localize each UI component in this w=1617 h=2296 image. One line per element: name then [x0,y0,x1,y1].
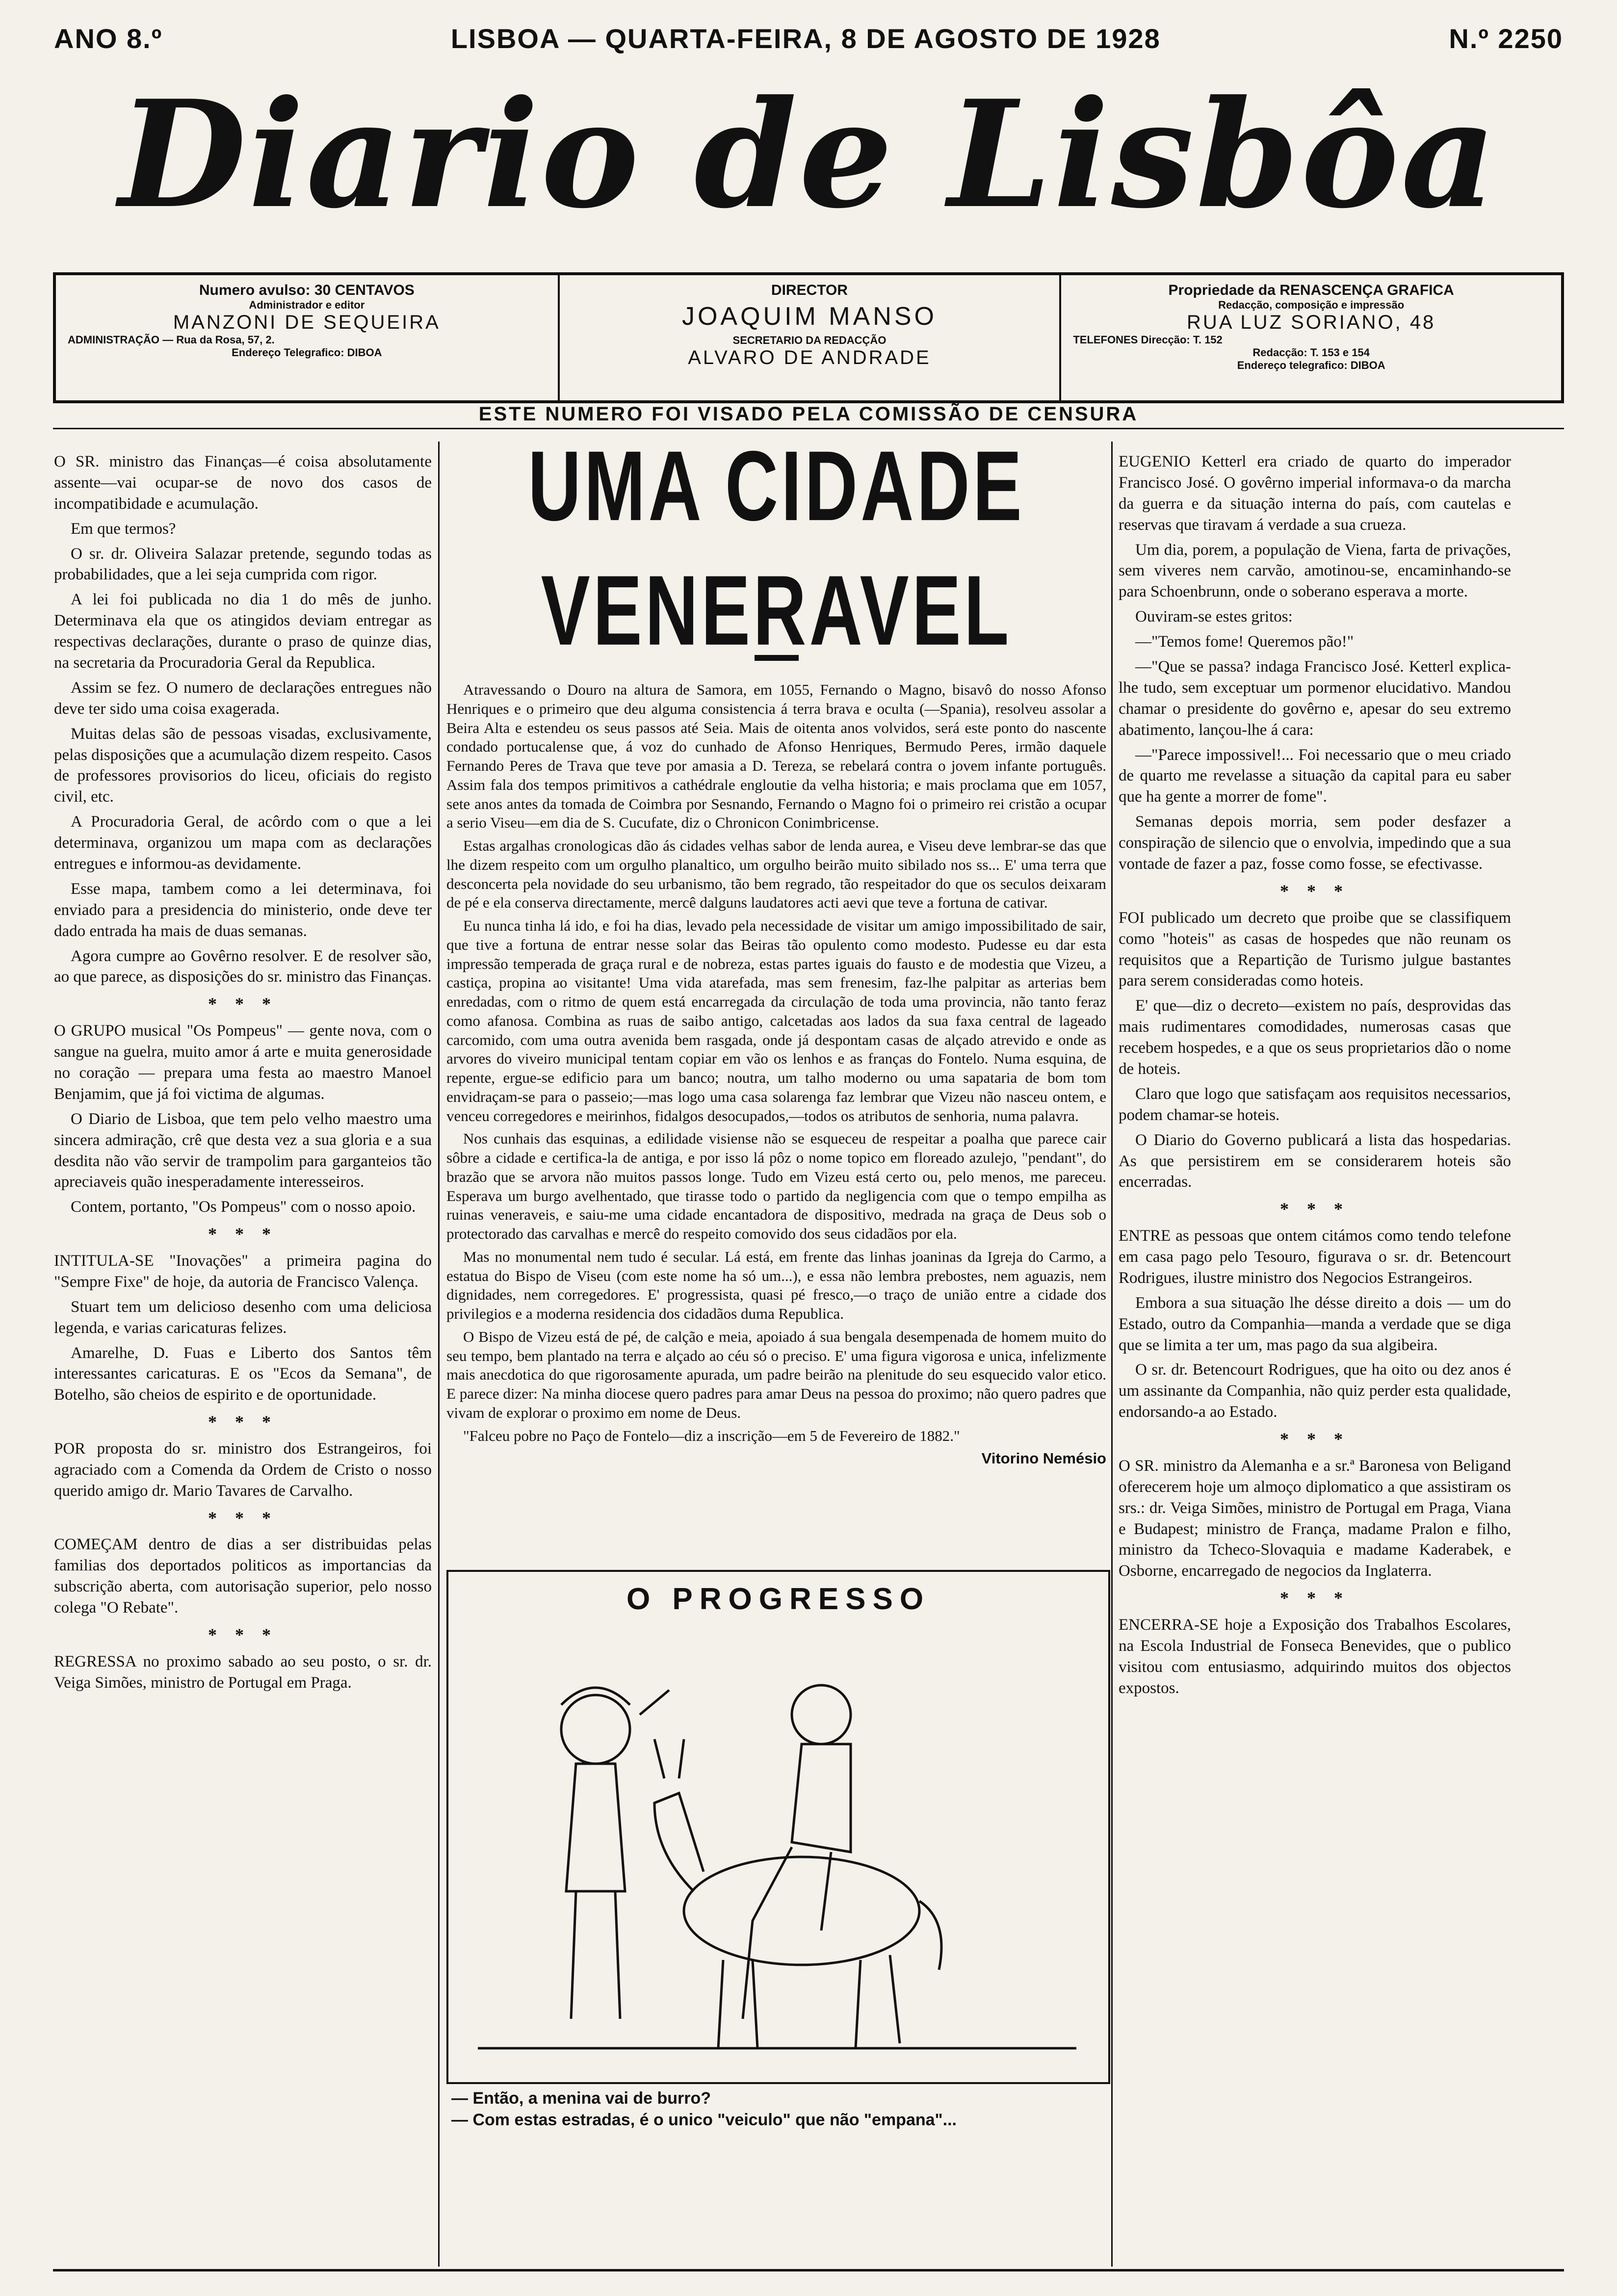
phone-direction: Direcção: T. 152 [1141,334,1223,346]
article-paragraph: A Procuradoria Geral, de acôrdo com o que a lei determinava, organizou um mapa com as declarações entregues e informou-as devidamente. [54,813,432,873]
article-paragraph: Claro que logo que satisfaçam aos requisitos necessarios, podem chamar-se hoteis. [1119,1085,1511,1124]
section-separator: * * * [208,1625,278,1645]
column-rule-right [1111,442,1113,2267]
article-paragraph: Estas argalhas cronologicas dão ás cidades velhas sabor de lenda aurea, e Viseu deve lembrar-se das que lhe dizem respeito com um orgulho planaltico, um orgulho beirão muito sibilado nos ss... E' uma terra que desconcerta pela novidade do seu urbanismo, tão bem regrado, tão respeitador do que os seculos deixaram de pé e ela conserva directamente, mercê dalguns laudatores acti aevi que teve a fortuna de cativar. [446,837,1106,912]
section-separator: * * * [1280,1588,1350,1608]
right-column [1119,451,1511,1703]
office-label: Redacção, composição e impressão [1218,299,1405,311]
article-paragraph: ENCERRA-SE hoje a Exposição dos Trabalhos Escolares, na Escola Industrial de Fonseca Benevides, que o publico visitou com entusiasmo, adquirindo muitos dos objectos expostos. [1119,1616,1511,1697]
article-paragraph: O sr. dr. Betencourt Rodrigues, que ha oito ou dez anos é um assinante da Companhia, não quiz perder esta qualidade, endorsando-a ao Estado. [1119,1361,1511,1421]
office-address: RUA LUZ SORIANO, 48 [1187,312,1436,333]
article-paragraph: —"Parece impossivel!... Foi necessario que o meu criado de quarto me revelasse a situação da capital para eu saber que ha gente a morrer de fome". [1119,746,1511,806]
article-paragraph: O Diario de Lisboa, que tem pelo velho maestro uma sincera admiração, crê que desta vez a sua gloria e a sua desdita não vão servir de trampolim para garganteios tão apreciaveis quão inesperadamente interesseiros. [54,1110,432,1191]
director-label: DIRECTOR [771,282,848,298]
article-paragraph: "Falceu pobre no Paço de Fontelo—diz a inscrição—em 5 de Fevereiro de 1882." [463,1427,960,1444]
article-paragraph: POR proposta do sr. ministro dos Estrangeiros, foi agraciado com a Comenda da Ordem de Cristo o nosso querido amigo dr. Mario Tavares de Carvalho. [54,1440,432,1500]
section-separator: * * * [1280,1429,1350,1449]
boy-legs [571,1891,620,2019]
article-paragraph: Atravessando o Douro na altura de Samora, em 1055, Fernando o Magno, bisavô do nosso Afonso Henriques e o primeiro que deu alguma consistencia á terra brava e oculta (—Spania), resolveu assolar a Beira Alta e estendeu os seus passos até Seia. Mais de oitenta anos volvidos, será este ponto do nascente condado portucalense que, á voz do cunhado de Afonso Henriques, Bermudo Peres, irmão daquele Fernando Peres de Trava que teve por amasia a D. Tereza, se rebelará contra o jovem infante português. Assim fala dos tempos primitivos a cathédrale engloutie da velha historia; e mais proclama que em 1057, sete anos antes da tomada de Coimbra por Sesnando, Fernando o Magno foi o primeiro rei cristão a ocupar a serio Viseu—em dia de S. Cucufate, diz o Chronicon Conimbricense. [446,681,1106,832]
year-label: ANO 8.º [54,23,163,54]
article-paragraph: Ouviram-se estes gritos: [1135,608,1293,626]
article-paragraph: INTITULA-SE "Inovações" a primeira pagina do "Sempre Fixe" de hoje, da autoria de Francisco Valença. [54,1252,432,1291]
secretary-label: SECRETARIO DA REDACÇÃO [732,334,887,346]
phones-label: TELEFONES [1073,334,1138,346]
owner: Propriedade da RENASCENÇA GRAFICA [1168,282,1454,298]
info-center [558,275,1060,400]
section-separator: * * * [208,1224,278,1244]
telegraph-right: Endereço telegrafico: DIBOA [1237,359,1385,371]
article-paragraph: O SR. ministro das Finanças—é coisa absolutamente assente—vai ocupar-se de novo dos casos de incompatibidade e acumulação. [54,453,432,513]
donkey-body [684,1857,919,1965]
article-paragraph: —"Que se passa? indaga Francisco José. Ketterl explica-lhe tudo, sem exceptuar um pormenor elucidativo. Mandou chamar o presidente do govêrno e, apesar do seu extremo abatimento, lançou-lhe á cara: [1119,658,1511,739]
admin-name: MANZONI DE SEQUEIRA [173,312,441,333]
article-paragraph: O SR. ministro da Alemanha e a sr.ª Baronesa von Beligand oferecerem hoje um almoço diplomatico a que assistiram os srs.: dr. Veiga Simões, ministro de Portugal em Praga, Viana e Budapest; ministro de França, madame Pralon e filho, ministro da Tcheco-Slovaquia e madame Kaderabek, e Osborne, encarregado de negocios da Inglaterra. [1119,1457,1511,1580]
section-separator: * * * [208,994,278,1014]
info-right [1059,275,1561,400]
admin-address: ADMINISTRAÇÃO — Rua da Rosa, 57, 2. [68,334,275,346]
article-paragraph: Contem, portanto, "Os Pompeus" com o nosso apoio. [71,1198,416,1216]
article-paragraph: ENTRE as pessoas que ontem citámos como tendo telefone em casa pago pelo Tesouro, figurava o sr. dr. Betencourt Rodrigues, ilustre ministro dos Negocios Estrangeiros. [1119,1227,1511,1287]
donkey-neck-head [654,1793,704,1891]
article-paragraph: O Diario do Governo publicará a lista das hospedarias. As que persistirem em se considerarem hoteis são encerradas. [1119,1131,1511,1191]
girl-body [792,1744,851,1852]
article-paragraph: O Bispo de Vizeu está de pé, de calção e meia, apoiado á sua bengala desempenada de homem muito do seu tempo, bem plantado na terra e alçado ao céu só o preciso. E' uma figura vigorosa e unica, infelizmente mais anecdotica do que rigorosamente apurada, um padre beirão na plenitude do seu esquecido valor etico. E parece dizer: Na minha diocese quero padres para amar Deus na pessoa do proximo; não quero padres que vivam de explorar o proximo em nome de Deus. [446,1328,1106,1421]
article-paragraph: Um dia, porem, a população de Viena, farta de privações, sem viveres nem carvão, amotinou-se, encaminhando-se para Schoenbrunn, onde o soberano esperava a morte. [1119,541,1511,601]
secretary-name: ALVARO DE ANDRADE [688,347,931,368]
article-paragraph: A lei foi publicada no dia 1 do mês de junho. Determinava ela que os atingidos deviam entregar as respectivas declarações, durante o praso de quinze dias, na secretaria da Procuradoria Geral da Republica. [54,591,432,672]
caption-line-1: — Então, a menina vai de burro? [451,2089,711,2108]
phone-newsroom: Redacção: T. 153 e 154 [1252,346,1370,359]
article-paragraph: COMEÇAM dentro de dias a ser distribuidas pelas familias dos deportados politicos as importancias da subscrição aberta, com autorisação superior, pelo nosso colega "O Rebate". [54,1536,432,1617]
article-paragraph: Mas no monumental nem tudo é secular. Lá está, em frente das linhas joaninas da Igreja do Carmo, a estatua do Bispo de Viseu (com este nome ha só um...), e essa não lembra prebostes, nem aguazis, nem dignidades, nem corregedores. E' progressista, quasi pé fresco,—o traço de união entre a cidade dos privilegios e a moderna residencia dos cidadãos duma Republica. [446,1248,1106,1322]
boy-head [561,1695,630,1764]
girl-legs [743,1847,831,2019]
article-paragraph: FOI publicado um decreto que proibe que se classifiquem como "hoteis" as casas de hospedes que não reunam os requisitos que a Repartição de Turismo julgue bastantes para serem consideradas como hoteis. [1119,909,1511,990]
masthead: Diario de Lisbôa [118,68,1499,241]
center-column [446,430,1106,1468]
cartoon-title: O PROGRESSO [626,1582,931,1616]
donkey-tail [919,1901,941,1970]
column-rule-left [438,442,440,2267]
cartoon-drawing [448,1617,1104,2078]
price: Numero avulso: 30 CENTAVOS [199,282,415,298]
top-line [54,19,1563,58]
section-separator: * * * [208,1412,278,1432]
section-separator: * * * [208,1508,278,1528]
article-paragraph: Stuart tem um delicioso desenho com uma deliciosa legenda, e varias caricaturas felizes. [54,1298,432,1337]
caption-line-2: — Com estas estradas, é o unico "veiculo" que não "empana"... [451,2111,957,2130]
main-headline: UMA CIDADE VENERAVEL [528,430,1025,666]
telegraph-left: Endereço Telegrafico: DIBOA [232,346,382,359]
article-paragraph: Amarelhe, D. Fuas e Liberto dos Santos têm interessantes caricaturas. E os "Ecos da Semana", de Botelho, são cheios de espirito e de oportunidade. [54,1344,432,1404]
article-paragraph: Embora a sua situação lhe désse direito a dois — um do Estado, outro da Companhia—manda a verdade que se diga que se limita a ter um, mas pago da sua algibeira. [1119,1294,1511,1354]
section-separator: * * * [1280,1199,1350,1219]
admin-label: Administrador e editor [249,299,365,311]
article-paragraph: Muitas delas são de pessoas visadas, exclusivamente, pelas disposições que a acumulação dizem respeito. Casos de professores provisorios do liceu, oficiais do registo civil, etc. [54,725,432,806]
article-paragraph: Agora cumpre ao Govêrno resolver. E de resolver são, ao que parece, as disposições do sr. ministro das Finanças. [54,947,432,986]
left-column [54,451,432,1697]
issue-number: N.º 2250 [1449,23,1563,54]
article-paragraph: —"Temos fome! Queremos pão!" [1135,633,1354,651]
cartoon-illustration [446,1570,1110,2084]
girl-head [792,1685,851,1744]
article-paragraph: Assim se fez. O numero de declarações entregues não deve ter sido uma coisa exagerada. [54,678,432,718]
article-paragraph: REGRESSA no proximo sabado ao seu posto, o sr. dr. Veiga Simões, ministro de Portugal em Praga. [54,1652,432,1692]
bottom-rule [53,2269,1564,2271]
article-paragraph: EUGENIO Ketterl era criado de quarto do imperador Francisco José. O govêrno imperial informava-o da marcha da guerra e da situação interna do país, com cautelas e reservas que tiravam á verdade a sua crueza. [1119,453,1511,534]
info-left [56,275,558,400]
article-author: Vitorino Nemésio [981,1450,1106,1467]
article-paragraph: Nos cunhais das esquinas, a edilidade visiense não se esqueceu de respeitar a poalha que parece cair sôbre a cidade e certifica-la de antiga, e por isso lá pôz o nome topico em floreado azulejo, "pendant", do brazão que se arvora não muitos passos longe. Tudo em Vizeu está certo ou, pelo menos, me pareceu. Esperava um burgo avelhentado, que tirasse todo o partido da negligencia com que o tempo empilha as ruinas veneraveis, e saiu-me uma cidade encantadora de dispositivo, medrada na graça de Deus sob o protectorado das carvalhas e mercê do respeito comovido dos seus cidadãos por ela. [446,1130,1106,1242]
article-paragraph: O sr. dr. Oliveira Salazar pretende, segundo todas as probabilidades, que a lei seja cumprida com rigor. [54,545,432,584]
article-paragraph: O GRUPO musical "Os Pompeus" — gente nova, com o sangue na guelra, muito amor á arte e muita generosidade no coração — prepara uma festa ao maestro Manoel Benjamim, que já foi victima de algumas. [54,1022,432,1103]
article-paragraph: Eu nunca tinha lá ido, e foi ha dias, levado pela necessidade de visitar um amigo impossibilitado de sair, que tive a fortuna de entrar nesse solar das Beiras tão opulento como modesto. Pudesse eu dar esta impressão temperada de graça rural e de nobreza, estas partes iguais do fausto e de modestia que Vizeu, a castiça, propina ao visitante! Uma vida atarefada, mas sem frenesim, faz-lhe palpitar as arterias bem enredadas, com o ritmo de quem está encarregada da circulação de toda uma provincia, não tanto feraz como afanosa. Combina as ruas de saibo antigo, calcetadas aos lados da sua faxa central de lageado carcomido, com uma outra avenida bem rasgada, onde já despontam casas de alçado atrevido e onde as arvores do viveiro municipal tentam copiar em vão os lenhos e as franças do Fontelo. Numa esquina, de repente, ergue-se edificio para um banco; noutra, um talho moderno ou uma sapataria de bom tom envidraçam-se para o passeio;—mas logo uma casa solarenga faz lembrar que Vizeu não nasceu ontem, e venceu corregedores e meirinhos, fidalgos desocupados,—todos os atributos de senhoria, numa palavra. [446,917,1106,1124]
censor-notice: ESTE NUMERO FOI VISADO PELA COMISSÃO DE CENSURA [53,403,1564,429]
info-box [53,272,1564,403]
article-paragraph: Esse mapa, tambem como a lei determinava, foi enviado para a presidencia do ministerio, onde deve ter dado entrada ha mais de duas semanas. [54,880,432,940]
article-paragraph: E' que—diz o decreto—existem no país, desprovidas das mais rudimentares comodidades, numerosas casas que recebem hospedes, e a que os seus proprietarios dão o nome de hoteis. [1119,997,1511,1078]
dateline: LISBOA — QUARTA-FEIRA, 8 DE AGOSTO DE 1928 [450,23,1161,54]
cartoon-caption [451,2087,1104,2131]
donkey-ears [654,1739,684,1778]
article-paragraph: Em que termos? [71,520,176,538]
boy-body [566,1764,625,1891]
cigarette-smoke [640,1690,669,1715]
section-separator: * * * [1280,881,1350,901]
article-paragraph: Semanas depois morria, sem poder desfazer a conspiração de silencio que o envolvia, impedindo que a sua vontade de fazer a paz, fosse como fosse, se efectivasse. [1119,813,1511,873]
director-name: JOAQUIM MANSO [681,302,937,331]
